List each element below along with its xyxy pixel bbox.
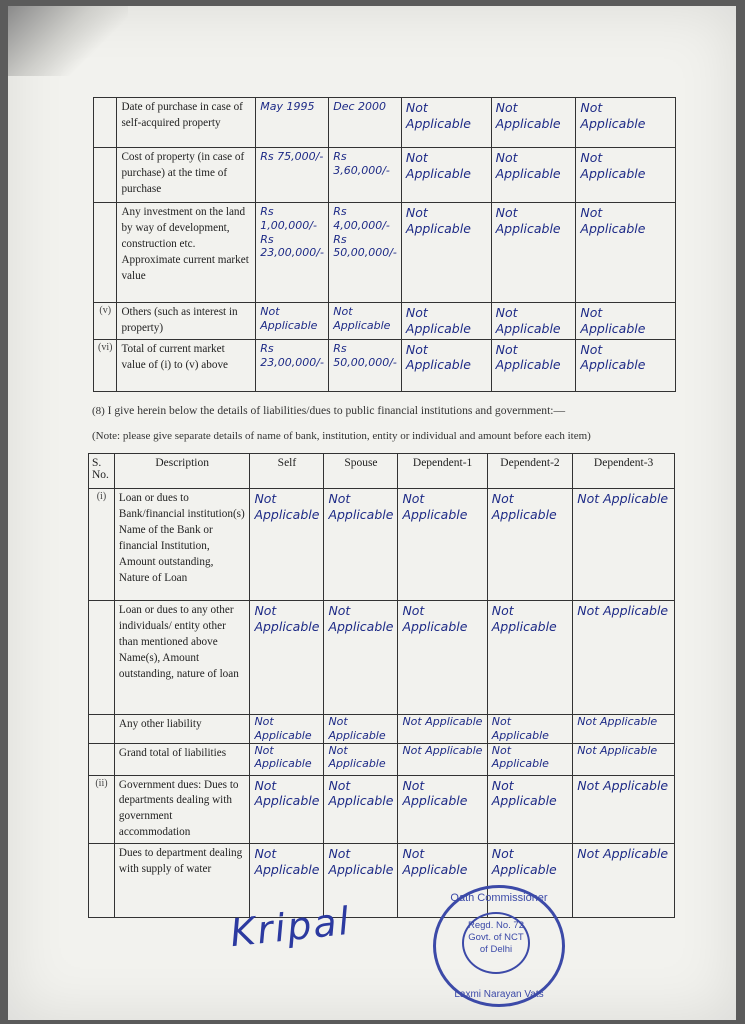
handwritten-entry: Not Applicable bbox=[250, 743, 324, 775]
handwritten-entry: Not Applicable bbox=[250, 844, 324, 918]
handwritten-entry: Not Applicable bbox=[401, 98, 491, 148]
row-description: Dues to department dealing with supply of water bbox=[114, 844, 250, 918]
handwritten-entry: Rs 50,00,000/- bbox=[329, 339, 402, 391]
row-number bbox=[89, 844, 115, 918]
row-number: (v) bbox=[94, 303, 117, 340]
handwritten-entry: Not Applicable bbox=[576, 339, 676, 391]
liabilities-row bbox=[89, 743, 675, 775]
column-header: Description bbox=[114, 454, 250, 489]
column-header: Dependent-3 bbox=[573, 454, 675, 489]
handwritten-entry: Not Applicable bbox=[401, 203, 491, 303]
row-description: Loan or dues to Bank/financial institution(s) Name of the Bank or financial Institution, Amount outstanding, Nature of Loan bbox=[114, 489, 250, 601]
handwritten-entry: Not Applicable bbox=[324, 743, 398, 775]
row-description: Total of current market value of (i) to (v) above bbox=[117, 339, 256, 391]
handwritten-entry: Not Applicable bbox=[491, 98, 576, 148]
row-description: Any other liability bbox=[114, 715, 250, 744]
row-number bbox=[94, 203, 117, 303]
column-header: Dependent-2 bbox=[487, 454, 572, 489]
row-number bbox=[94, 98, 117, 148]
handwritten-entry: Not Applicable bbox=[256, 303, 329, 340]
handwritten-entry: Not Applicable bbox=[573, 844, 675, 918]
row-number bbox=[89, 715, 115, 744]
handwritten-entry: Not Applicable bbox=[324, 489, 398, 601]
handwritten-entry: Not Applicable bbox=[329, 303, 402, 340]
handwritten-entry: Not Applicable bbox=[573, 715, 675, 744]
handwritten-entry: May 1995 bbox=[256, 98, 329, 148]
assets-row bbox=[94, 339, 676, 391]
section-number: (8) bbox=[92, 405, 105, 417]
stamp-top-text: Oath Commissioner bbox=[450, 892, 548, 904]
handwritten-entry: Not Applicable bbox=[250, 489, 324, 601]
handwritten-entry: Not Applicable bbox=[398, 743, 487, 775]
handwritten-entry: Not Applicable bbox=[250, 775, 324, 844]
row-description: Grand total of liabilities bbox=[114, 743, 250, 775]
row-number bbox=[89, 743, 115, 775]
handwritten-entry: Rs 23,00,000/- bbox=[256, 339, 329, 391]
handwritten-entry: Not Applicable bbox=[491, 303, 576, 340]
assets-row bbox=[94, 303, 676, 340]
liabilities-row bbox=[89, 844, 675, 918]
handwritten-entry: Rs 4,00,000/- Rs 50,00,000/- bbox=[329, 203, 402, 303]
handwritten-entry: Not Applicable bbox=[250, 601, 324, 715]
handwritten-entry: Not Applicable bbox=[401, 148, 491, 203]
section-note: (Note: please give separate details of name of bank, institution, entity or individual and amount before each item) bbox=[92, 430, 591, 442]
handwritten-entry: Rs 75,000/- bbox=[256, 148, 329, 203]
handwritten-entry: Not Applicable bbox=[573, 775, 675, 844]
row-description: Others (such as interest in property) bbox=[117, 303, 256, 340]
assets-table bbox=[93, 97, 676, 392]
handwritten-entry: Not Applicable bbox=[250, 715, 324, 744]
row-description: Loan or dues to any other individuals/ entity other than mentioned above Name(s), Amount outstanding, nature of loan bbox=[114, 601, 250, 715]
row-description: Government dues: Dues to departments dealing with government accommodation bbox=[114, 775, 250, 844]
handwritten-entry: Not Applicable bbox=[398, 844, 487, 918]
liabilities-row bbox=[89, 775, 675, 844]
handwritten-entry: Dec 2000 bbox=[329, 98, 402, 148]
row-number bbox=[94, 148, 117, 203]
handwritten-entry: Rs 3,60,000/- bbox=[329, 148, 402, 203]
stamp-bottom-text: Laxmi Narayan Vats bbox=[454, 989, 544, 1000]
handwritten-entry: Not Applicable bbox=[487, 715, 572, 744]
liabilities-table bbox=[88, 453, 675, 918]
handwritten-entry: Not Applicable bbox=[573, 489, 675, 601]
handwritten-entry: Rs 1,00,000/- Rs 23,00,000/- bbox=[256, 203, 329, 303]
row-description: Cost of property (in case of purchase) at the time of purchase bbox=[117, 148, 256, 203]
handwritten-entry: Not Applicable bbox=[398, 715, 487, 744]
handwritten-entry: Not Applicable bbox=[398, 489, 487, 601]
assets-row bbox=[94, 98, 676, 148]
handwritten-entry: Not Applicable bbox=[324, 715, 398, 744]
handwritten-entry: Not Applicable bbox=[576, 98, 676, 148]
row-number bbox=[89, 601, 115, 715]
page-fold bbox=[8, 6, 128, 76]
handwritten-entry: Not Applicable bbox=[401, 303, 491, 340]
handwritten-entry: Not Applicable bbox=[576, 148, 676, 203]
handwritten-entry: Not Applicable bbox=[487, 743, 572, 775]
handwritten-entry: Not Applicable bbox=[576, 303, 676, 340]
stamp-inner-line: of Delhi bbox=[479, 943, 513, 955]
row-description: Any investment on the land by way of development, construction etc. Approximate current market value bbox=[117, 203, 256, 303]
liabilities-row bbox=[89, 715, 675, 744]
row-number: (i) bbox=[89, 489, 115, 601]
handwritten-entry: Not Applicable bbox=[491, 339, 576, 391]
assets-row bbox=[94, 148, 676, 203]
assets-row bbox=[94, 203, 676, 303]
column-header: Self bbox=[250, 454, 324, 489]
handwritten-entry: Not Applicable bbox=[398, 601, 487, 715]
handwritten-entry: Not Applicable bbox=[573, 743, 675, 775]
liabilities-row bbox=[89, 601, 675, 715]
handwritten-entry: Not Applicable bbox=[491, 203, 576, 303]
section-text: I give herein below the details of liabilities/dues to public financial institutions and government:— bbox=[107, 404, 566, 417]
oath-commissioner-stamp bbox=[433, 885, 565, 1007]
handwritten-entry: Not Applicable bbox=[487, 601, 572, 715]
row-number: (ii) bbox=[89, 775, 115, 844]
row-number: (vi) bbox=[94, 339, 117, 391]
handwritten-entry: Not Applicable bbox=[487, 775, 572, 844]
liabilities-row bbox=[89, 489, 675, 601]
handwritten-entry: Not Applicable bbox=[324, 844, 398, 918]
handwritten-entry: Not Applicable bbox=[491, 148, 576, 203]
stamp-inner-line: Govt. of NCT bbox=[468, 931, 524, 943]
section-intro bbox=[92, 404, 565, 417]
row-description: Date of purchase in case of self-acquired property bbox=[117, 98, 256, 148]
column-header: S. No. bbox=[89, 454, 115, 489]
stamp-inner-line: Regd. No. 72 bbox=[468, 920, 524, 931]
handwritten-entry: Not Applicable bbox=[576, 203, 676, 303]
handwritten-entry: Not Applicable bbox=[401, 339, 491, 391]
handwritten-entry: Not Applicable bbox=[487, 489, 572, 601]
signature: Kripal bbox=[228, 898, 354, 956]
handwritten-entry: Not Applicable bbox=[324, 775, 398, 844]
column-header: Spouse bbox=[324, 454, 398, 489]
handwritten-entry: Not Applicable bbox=[398, 775, 487, 844]
handwritten-entry: Not Applicable bbox=[573, 601, 675, 715]
handwritten-entry: Not Applicable bbox=[324, 601, 398, 715]
stamp-inner bbox=[462, 912, 530, 974]
handwritten-entry: Not Applicable bbox=[487, 844, 572, 918]
column-header: Dependent-1 bbox=[398, 454, 487, 489]
